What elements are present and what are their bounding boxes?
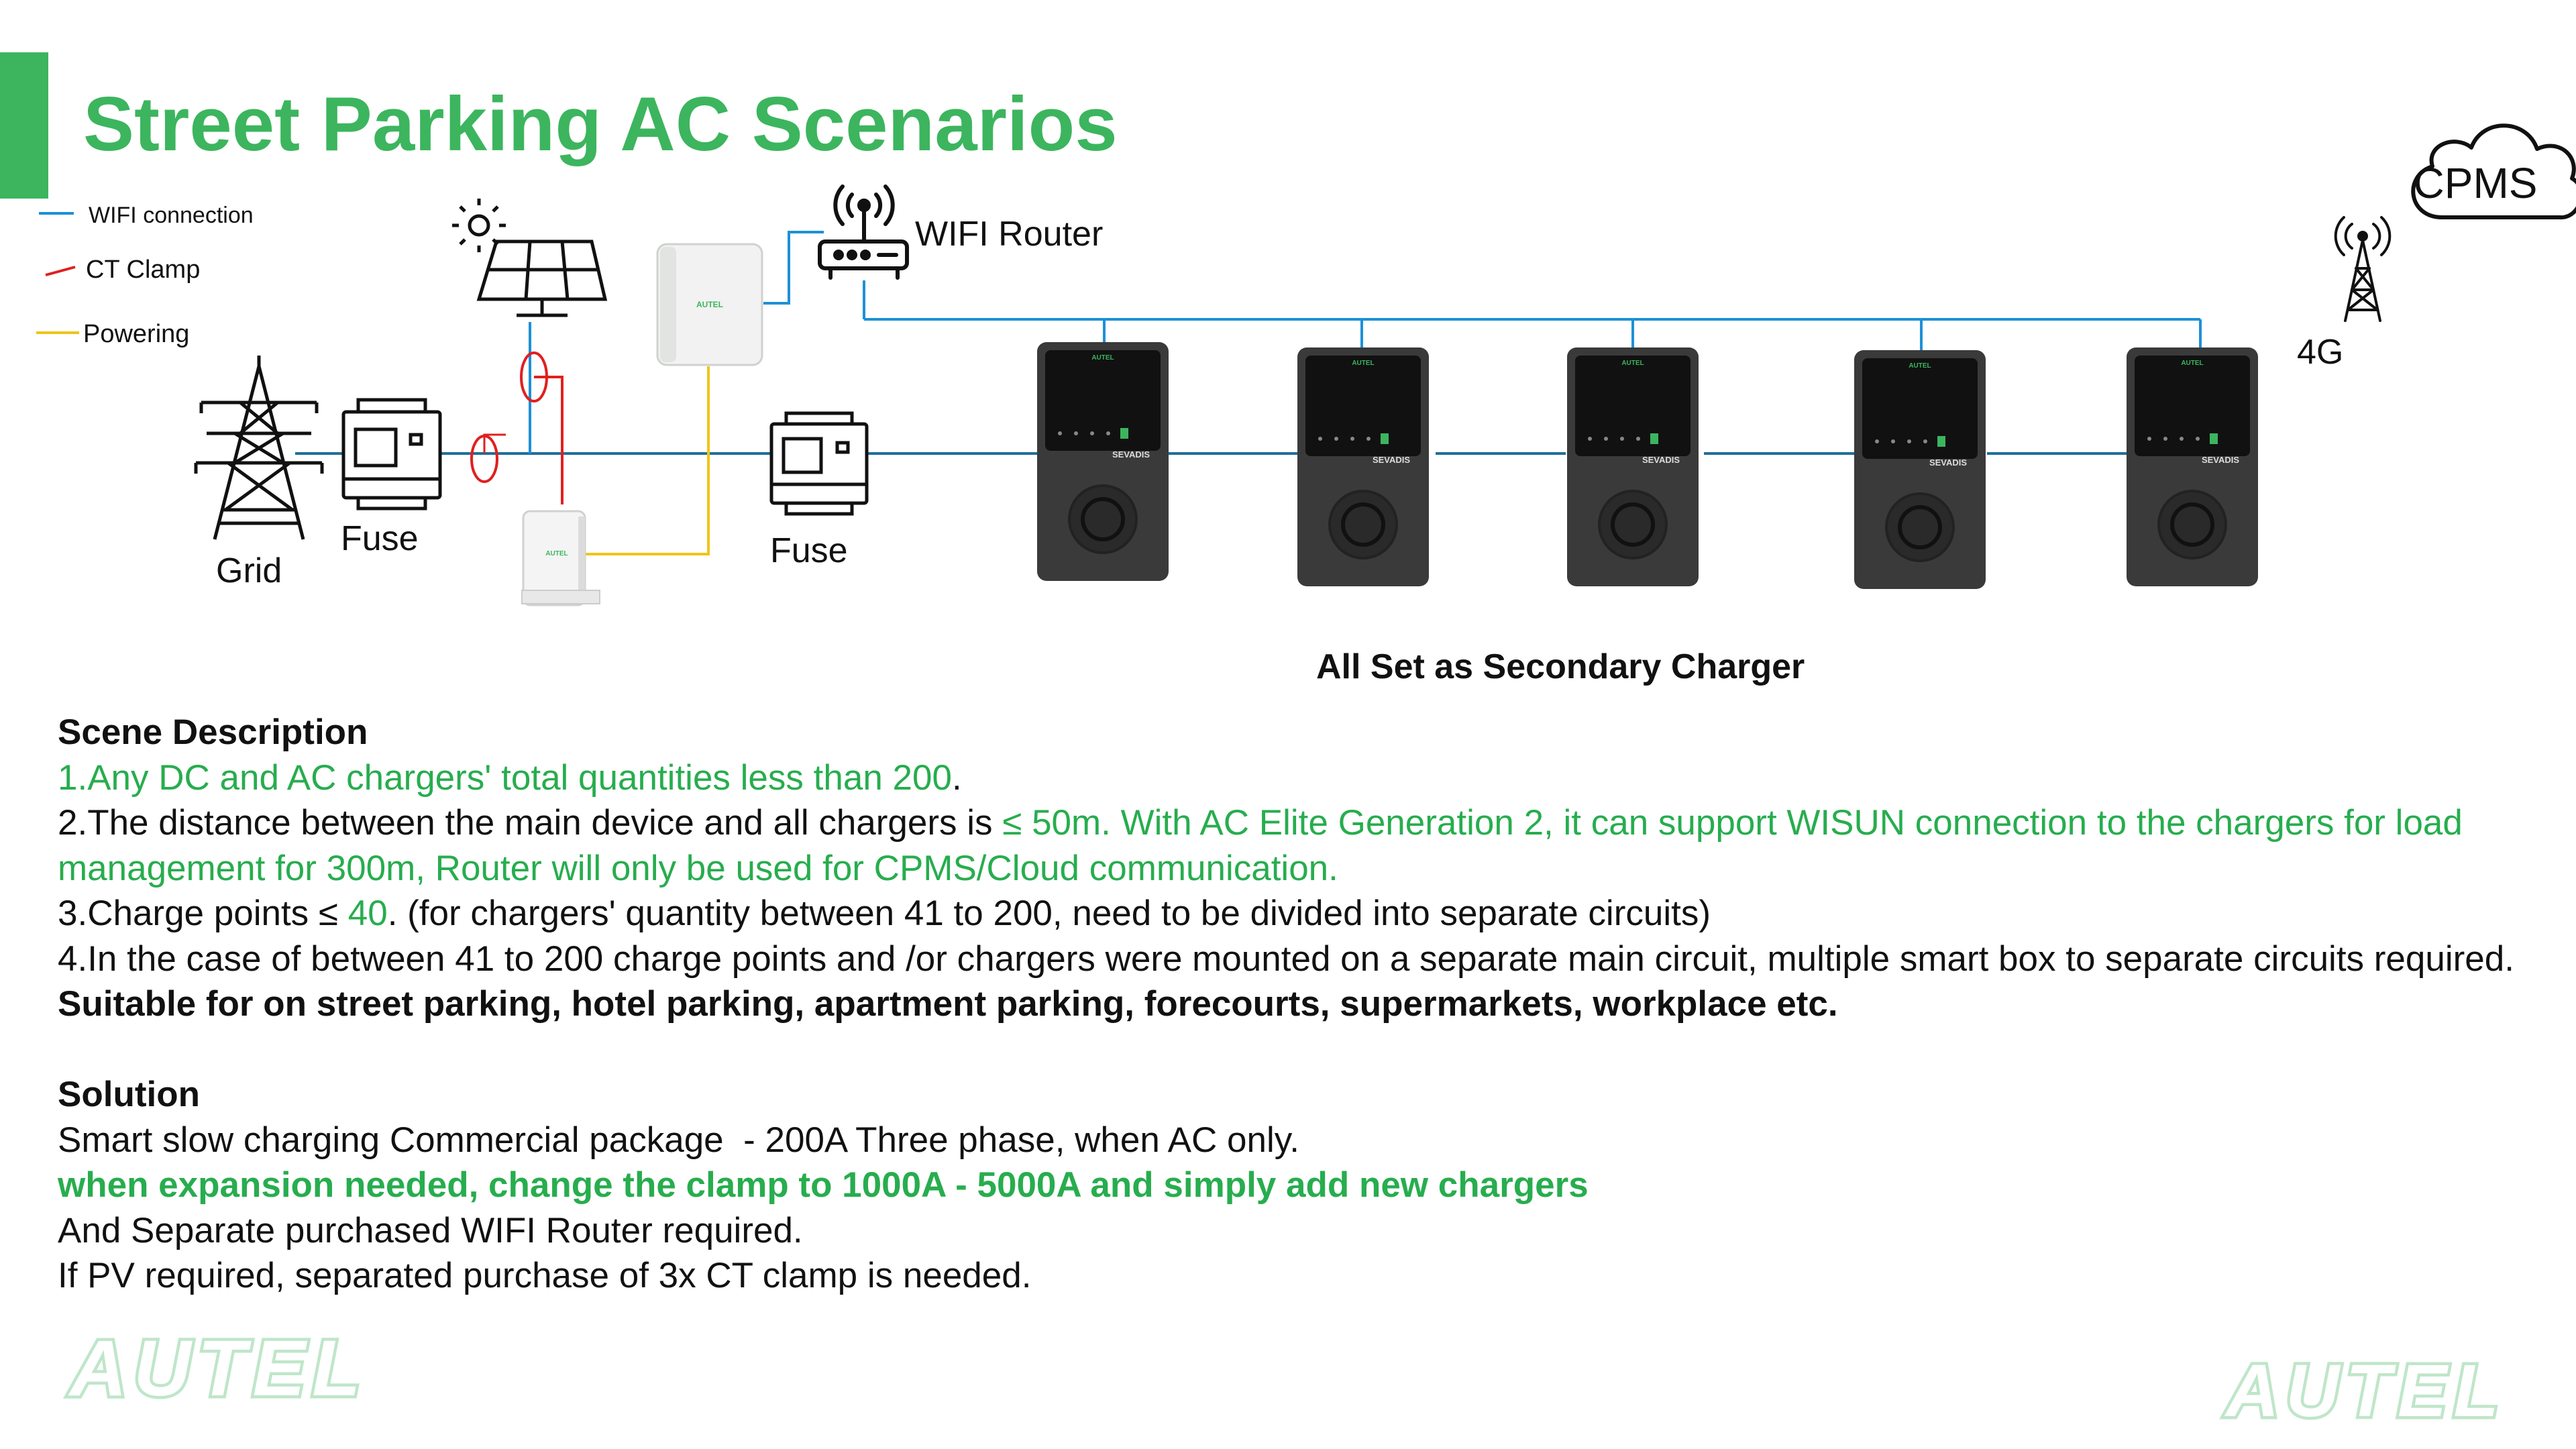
power-wire (584, 366, 708, 554)
wifi-router-label: WIFI Router (915, 215, 1104, 254)
scene-item-2: 2.The distance between the main device and all chargers is ≤ 50m. With AC Elite Generation 2, it can support WISUN connection to the chargers for load management for 300m, Router will only be used for CPMS/Cloud communication. (58, 803, 2463, 888)
clamp-wire-solar (534, 377, 562, 504)
ev-charger-3 (1567, 347, 1699, 586)
solution-heading: Solution (58, 1075, 200, 1114)
charger-brand-3: AUTEL (1621, 360, 1644, 367)
autel-logo-right: AUTEL (2226, 1350, 2506, 1432)
charger-model-3: SEVADIS (1642, 455, 1680, 465)
cloud-icon (2413, 125, 2576, 217)
legend-clamp-label: CT Clamp (86, 256, 201, 284)
solution-line-3: And Separate purchased WIFI Router required. (58, 1210, 803, 1250)
fuse-icon-1 (343, 400, 440, 508)
scene-item-3: 3.Charge points ≤ 40. (for chargers' quantity between 41 to 200, need to be divided into separate circuits) (58, 894, 1711, 933)
ev-charger-4 (1854, 350, 1986, 589)
legend-power-label: Powering (83, 320, 190, 348)
grid-pylon-icon (196, 356, 322, 539)
ev-charger-2 (1297, 347, 1429, 586)
fuse-icon-2 (771, 413, 867, 514)
fuse2-label: Fuse (770, 531, 848, 570)
ev-charger-1 (1037, 342, 1169, 581)
autel-logo-left: AUTEL (70, 1324, 368, 1413)
wifi-router-icon (820, 186, 907, 278)
charger-model-5: SEVADIS (2201, 455, 2240, 465)
chargers (1037, 342, 2258, 589)
suitable-text: Suitable for on street parking, hotel parking, apartment parking, forecourts, supermarkets, workplace etc. (58, 984, 1838, 1024)
scene-item-1: 1.Any DC and AC chargers' total quantities less than 200. (58, 757, 962, 798)
tower-label: 4G (2297, 333, 2344, 372)
smart-box-small-device (522, 511, 600, 605)
content-text (58, 710, 2540, 1299)
cell-tower-icon (2336, 217, 2390, 321)
charger-model-4: SEVADIS (1929, 458, 1968, 468)
solution-line-1: Smart slow charging Commercial package - 200A Three phase, when AC only. (58, 1120, 1300, 1160)
solar-panel-icon (452, 199, 605, 315)
smart-box-device (657, 244, 762, 365)
scene-heading: Scene Description (58, 712, 368, 752)
ev-charger-5 (2127, 347, 2258, 586)
charger-brand-4: AUTEL (1909, 362, 1931, 370)
box-router-link (763, 232, 824, 303)
solution-line-2: when expansion needed, change the clamp to 1000A - 5000A and simply add new chargers (58, 1165, 1589, 1205)
solution-line-4: If PV required, separated purchase of 3x CT clamp is needed. (58, 1256, 1032, 1295)
page-title: Street Parking AC Scenarios (83, 82, 1118, 167)
charger-brand-2: AUTEL (1352, 360, 1375, 367)
legend-wifi-label: WIFI connection (89, 203, 254, 228)
legend (36, 203, 254, 348)
diagram-caption: All Set as Secondary Charger (1316, 647, 1805, 686)
legend-clamp-line (46, 267, 75, 275)
grid-label: Grid (216, 551, 282, 590)
charger-model-2: SEVADIS (1372, 455, 1411, 465)
fuse1-label: Fuse (341, 519, 419, 558)
cloud-label: CPMS (2413, 159, 2538, 207)
smart-box-brand: AUTEL (696, 300, 723, 309)
charger-brand-1: AUTEL (1091, 354, 1114, 362)
charger-model-1: SEVADIS (1112, 449, 1150, 460)
scene-item-4: 4.In the case of between 41 to 200 charge points and /or chargers were mounted on a separate main circuit, multiple smart box to separate circuits required. (58, 938, 2514, 979)
charger-brand-5: AUTEL (2181, 360, 2204, 367)
smart-box-small-brand: AUTEL (545, 550, 568, 557)
